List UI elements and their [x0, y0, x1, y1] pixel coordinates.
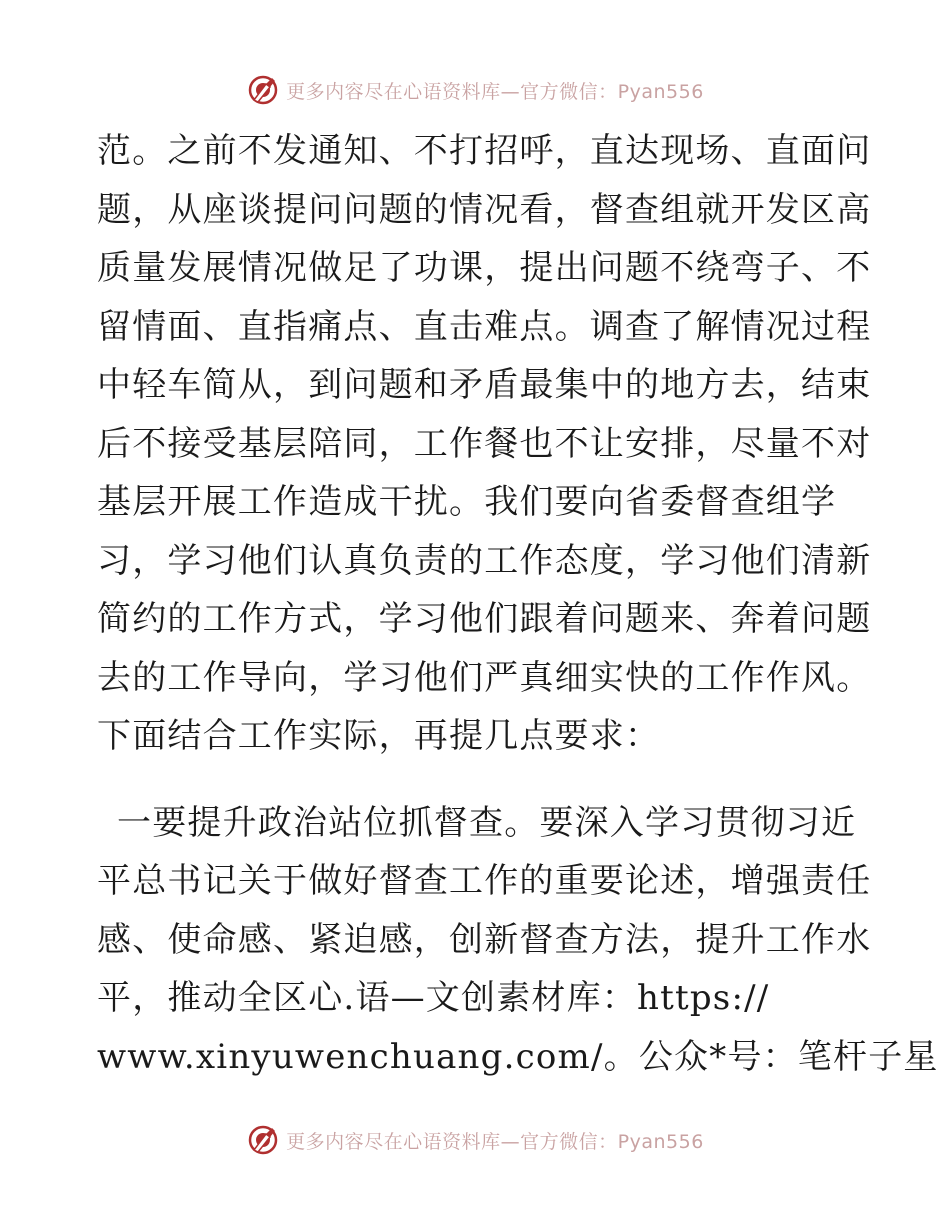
text-line: 感、使命感、紧迫感，创新督查方法，提升工作水 — [97, 919, 872, 960]
pen-logo-icon — [246, 73, 280, 107]
text-line: 平总书记关于做好督查工作的重要论述，增强责任 — [97, 861, 872, 901]
text-line: 中轻车简从，到问题和矛盾最集中的地方去，结束 — [97, 365, 872, 405]
text-line: 一要提升政治站位抓督查。要深入学习贯彻习近 — [117, 802, 857, 843]
paragraph-gap — [97, 766, 857, 794]
text-line: 简约的工作方式，学习他们跟着问题来、奔着问题 — [97, 599, 872, 639]
text-line: 基层开展工作造成干扰。我们要向省委督查组学 — [97, 482, 837, 522]
paragraph — [97, 794, 939, 1087]
text-line: www.xinyuwenchuang.com/。公众*号：笔杆子星 — [97, 1036, 939, 1077]
document-body — [97, 122, 939, 1086]
pen-logo-icon — [246, 1123, 280, 1157]
text-line: 范。之前不发通知、不打招呼，直达现场、直面问 — [97, 131, 872, 171]
text-line: 下面结合工作实际，再提几点要求： — [97, 716, 661, 756]
text-line: 习，学习他们认真负责的工作态度，学习他们清新 — [97, 540, 872, 581]
text-line: 题，从座谈提问问题的情况看，督查组就开发区高 — [97, 189, 872, 230]
footer-banner-text: 更多内容尽在心语资料库—官方微信：Pyan556 — [286, 1130, 704, 1153]
text-line: 去的工作导向，学习他们严真细实快的工作作风。 — [97, 657, 872, 698]
text-line: 留情面、直指痛点、直击难点。调查了解情况过程 — [97, 306, 872, 347]
text-line: 质量发展情况做足了功课，提出问题不绕弯子、不 — [97, 248, 872, 288]
footer-banner — [0, 1120, 950, 1160]
text-line: 平，推动全区心.语—文创素材库：https:// — [97, 978, 770, 1018]
header-banner — [0, 70, 950, 110]
header-banner-text: 更多内容尽在心语资料库—官方微信：Pyan556 — [286, 80, 704, 103]
text-line: 后不接受基层陪同，工作餐也不让安排，尽量不对 — [97, 423, 872, 464]
paragraph — [97, 122, 872, 766]
